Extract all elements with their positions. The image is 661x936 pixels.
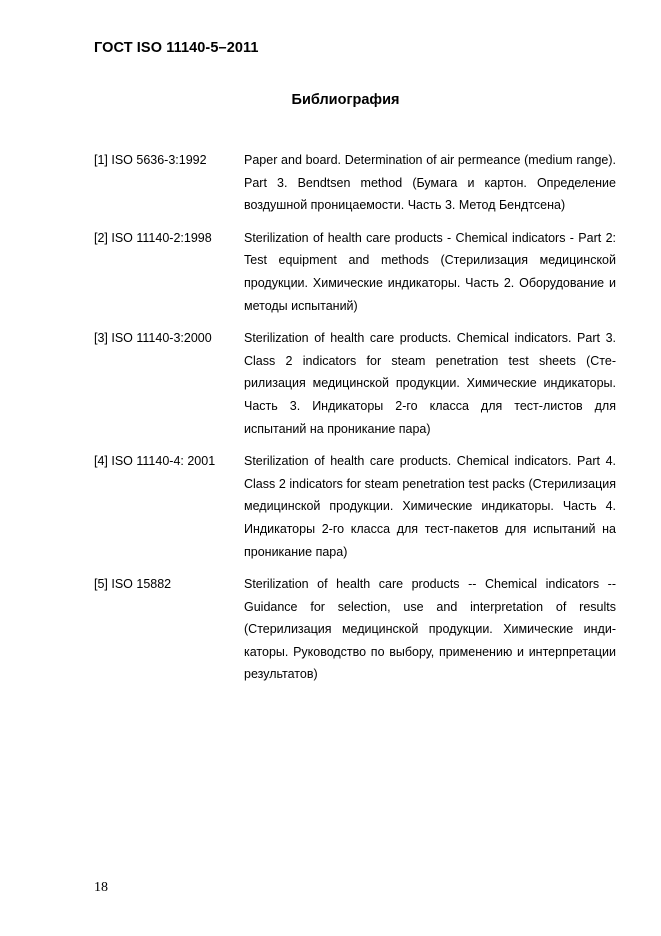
bibliography-entry: [94, 149, 616, 217]
bibliography-description: Paper and board. Determination of air permeance (medium range). Part 3. Bendtsen method (Бумага и картон. Определение воздушной проницаемости. Часть 3. Метод Бендтсена): [244, 153, 616, 213]
bibliography-entry: [94, 573, 616, 686]
bibliography-reference: [5] ISO 15882: [94, 577, 172, 592]
bibliography-list: [94, 149, 616, 696]
bibliography-description: Sterilization of health care products -- Chemical indicators -- Guidance for selection, use and interpretation of results (Стерилизация медицинской продукции. Химические индикаторы. Руководство по выбору, применению и интерпретации результатов): [244, 577, 616, 682]
bibliography-description: Sterilization of health care products - Chemical indicators - Part 2: Test equipment and methods (Стерилизация медицинской продукции. Химические индикаторы. Часть 2. Оборудование и методы испытаний): [244, 230, 616, 313]
bibliography-description: Sterilization of health care products. Chemical indicators. Part 3. Class 2 indicators for steam penetration test sheets (Стерилизация медицинской продукции. Химические индикаторы. Часть 3. Индикаторы 2-го класса для тест-листов для испытаний на проникание пара): [244, 331, 616, 436]
bibliography-entry: [94, 327, 616, 440]
bibliography-entry: [94, 227, 616, 317]
page-number: 18: [94, 880, 108, 895]
section-title: Библиография: [291, 92, 400, 108]
bibliography-reference: [3] ISO 11140-3:2000: [94, 331, 212, 346]
bibliography-reference: [4] ISO 11140-4: 2001: [94, 454, 216, 469]
document-code-header: ГОСТ ISO 11140-5–2011: [94, 40, 259, 56]
bibliography-entry: [94, 450, 616, 563]
bibliography-reference: [1] ISO 5636-3:1992: [94, 153, 207, 167]
bibliography-description: Sterilization of health care products. Chemical indicators. Part 4. Class 2 indicators for steam penetration test packs (Стерилизация медицинской продукции. Химические индикаторы. Часть 4. Индикаторы 2-го класса для тест-пакетов для испытаний на проникание пара): [244, 454, 616, 559]
bibliography-reference: [2] ISO 11140-2:1998: [94, 230, 212, 245]
